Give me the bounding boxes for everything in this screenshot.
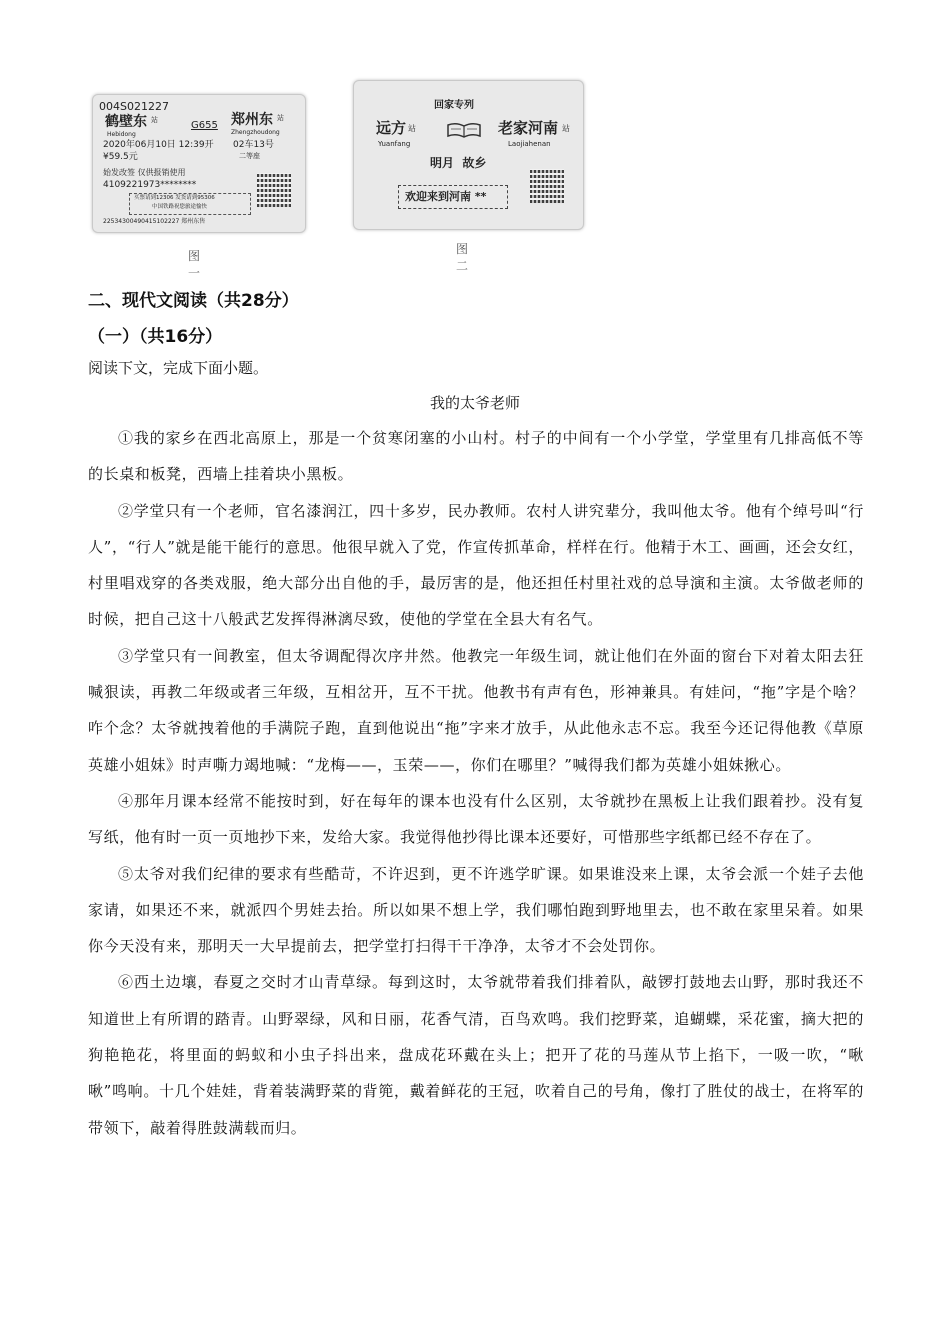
figure-caption-2: 图二: [456, 242, 469, 273]
paragraph-1: ①我的家乡在西北高原上，那是一个贫寒闭塞的小山村。村子的中间有一个小学堂，学堂里有几排高低不等的长桌和板凳，西墙上挂着块小黑板。: [88, 429, 864, 484]
ticket-from-pinyin: Hebidong: [107, 131, 136, 138]
paragraph-4: ④那年月课本经常不能按时到，好在每年的课本也没有什么区别，太爷就抄在黑板上让我们跟着抄。没有复写纸，他有时一页一页地抄下来，发给大家。我觉得他抄得比课本还要好，可惜那些字纸都已经不存在了。: [88, 791, 864, 847]
ticket-price: ¥59.5元: [103, 152, 138, 162]
ticket2-header: 回家专列: [434, 100, 474, 111]
ticket-to-suffix: 站: [277, 114, 284, 122]
ticket2-from-pinyin: Yuanfang: [378, 140, 411, 148]
article-title: 我的太爷老师: [429, 394, 520, 412]
ticket-to-pinyin: Zhengzhoudong: [231, 129, 280, 136]
ticket-to-station: 郑州东: [231, 112, 273, 128]
section-heading: 二、现代文阅读（共28分）: [88, 291, 299, 311]
ticket2-to-pinyin: Laojiahenan: [508, 140, 551, 148]
instruction-text: 阅读下文，完成下面小题。: [88, 359, 269, 377]
ticket-seat: 02车13号: [233, 140, 274, 150]
ticket2-from-station: 远方: [376, 119, 407, 137]
ticket-datetime: 2020年06月10日 12:39开: [103, 140, 214, 150]
ticket2-qr-code: [530, 169, 564, 203]
section-subheading: （一）（共16分）: [88, 327, 223, 347]
ticket-qr-code: [257, 173, 291, 207]
ticket-bottom-code: 22534300490415102227 郑州东售: [103, 218, 206, 225]
figure-caption-1: 图一: [188, 249, 201, 280]
ticket-id-number: 4109221973********: [103, 180, 197, 190]
book-icon: [446, 121, 482, 139]
ticket2-motto: 明月 故乡: [430, 156, 487, 170]
ticket-notice-box: [129, 193, 251, 215]
ticket-notice-line2: 中国铁路祝您旅途愉快: [152, 204, 208, 210]
ticket-serial: 004S021227: [99, 100, 169, 113]
ticket2-to-suffix: 站: [562, 124, 570, 133]
article-body: [88, 420, 864, 1146]
paragraph-5: ⑤太爷对我们纪律的要求有些酷苛，不许迟到，更不许逃学旷课。如果谁没来上课，太爷会派一个娃子去他家请，如果还不来，就派四个男娃去抬。所以如果不想上学，我们哪怕跑到野地里去，也不敢在家里呆着。如果你今天没有来，那明天一大早提前去，把学堂打扫得干干净净，太爷才不会处罚你。: [88, 864, 864, 956]
ticket2-welcome-box: [398, 185, 508, 209]
train-ticket-image: [92, 94, 306, 233]
ticket-from-station: 鹤壁东: [105, 114, 147, 130]
ticket2-welcome: 欢迎来到河南 **: [405, 190, 487, 203]
ticket2-to-station: 老家河南: [498, 119, 559, 137]
souvenir-ticket-image: [353, 80, 584, 230]
ticket2-from-suffix: 站: [408, 124, 416, 133]
paragraph-6: ⑥西土边壤，春夏之交时才山青草绿。每到这时，太爷就带着我们排着队，敲锣打鼓地去山野，那时我还不知道世上有所谓的踏青。山野翠绿，风和日丽，花香气清，百鸟欢鸣。我们挖野菜，追蝴蝶，采花蜜，摘大把的狗艳艳花，将里面的蚂蚁和小虫子抖出来，盘成花环戴在头上；把开了花的马莲从节上掐下，一吸一吹，“啾啾”鸣响。十几个娃娃，背着装满野菜的背篼，戴着鲜花的王冠，吹着自己的号角，像打了胜仗的战士，在将军的带领下，敲着得胜鼓满载而归。: [88, 973, 864, 1137]
paragraph-2: ②学堂只有一个老师，官名漆润江，四十多岁，民办教师。农村人讲究辈分，我叫他太爷。他有个绰号叫“行人”，“行人”就是能干能行的意思。他很早就入了党，作宣传抓革命，样样在行。他精于木工、画画，还会女红，村里唱戏穿的各类戏服，绝大部分出自他的手，最厉害的是，他还担任村里社戏的总导演和主演。太爷做老师的时候，把自己这十八般武艺发挥得淋漓尽致，使他的学堂在全县大有名气。: [88, 501, 864, 629]
ticket-notice-line1: 买票请到12306 发货请到95306: [134, 195, 215, 201]
ticket-train-number: G655: [191, 120, 218, 131]
ticket-note: 始发改签 仅供报销使用: [103, 168, 186, 177]
paragraph-3: ③学堂只有一间教室，但太爷调配得次序井然。他教完一年级生词，就让他们在外面的窗台下对着太阳去狂喊狠读，再教二年级或者三年级，互相岔开，互不干扰。他教书有声有色，形神兼具。有娃问，“拖”字是个啥？咋个念？太爷就拽着他的手满院子跑，直到他说出“拖”字来才放手，从此他永志不忘。我至今还记得他教《草原英雄小姐妹》时声嘶力竭地喊：“龙梅——，玉荣——，你们在哪里？”喊得我们都为英雄小姐妹揪心。: [88, 646, 864, 774]
ticket-seat-class: 二等座: [239, 152, 260, 160]
ticket-from-suffix: 站: [151, 116, 158, 124]
